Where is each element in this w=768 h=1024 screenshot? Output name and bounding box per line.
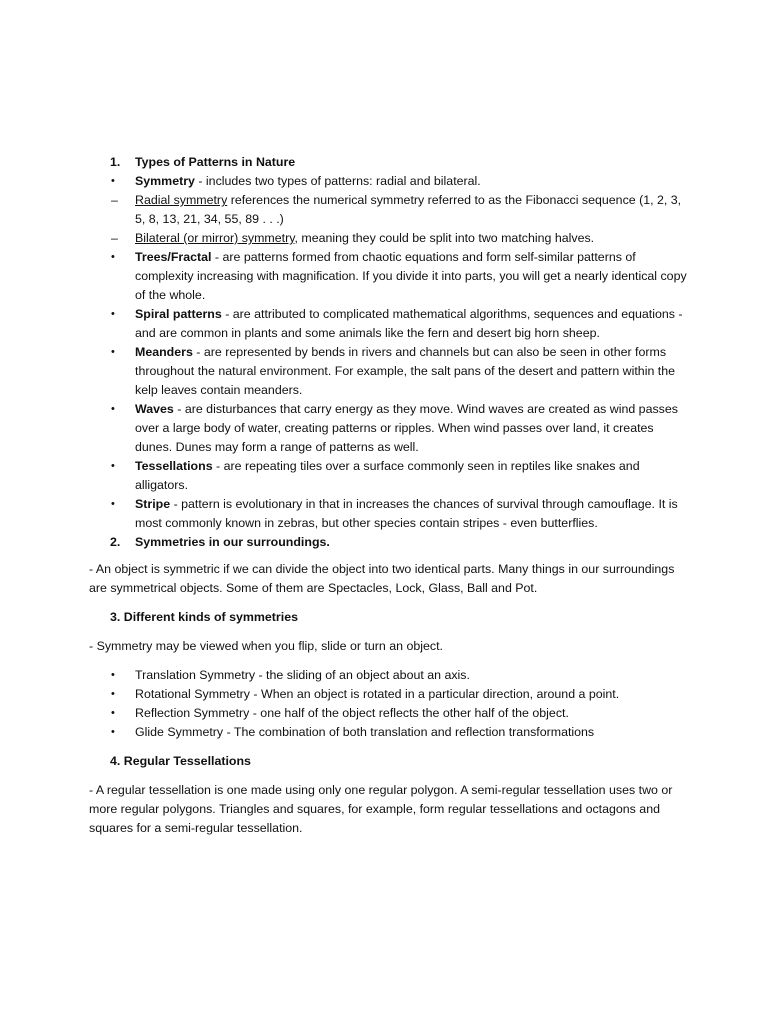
item-text: - pattern is evolutionary in that in increases the chances of survival through camouflage. It is most commonly known in zebras, but other species contain stripes - even butterflies. — [135, 497, 678, 530]
item-term: Symmetry — [135, 174, 195, 188]
item-text: - are represented by bends in rivers and channels but can also be seen in other forms throughout the natural environment. For example, the salt pans of the desert and pattern within the kelp leaves contain meanders. — [135, 345, 676, 397]
bullet-icon: • — [111, 669, 115, 681]
list-item — [89, 495, 689, 533]
list-item — [89, 704, 689, 723]
section3-heading: 3. Different kinds of symmetries — [110, 610, 298, 624]
bullet-icon: • — [111, 726, 115, 738]
section1-number: 1. — [110, 155, 121, 169]
bullet-icon: • — [111, 251, 115, 263]
section3-paragraph: - Symmetry may be viewed when you flip, slide or turn an object. — [89, 639, 443, 653]
item-term: Stripe — [135, 497, 171, 511]
section1-heading — [89, 153, 689, 172]
dash-icon: – — [111, 193, 118, 207]
item-text: Translation Symmetry - the sliding of an object about an axis. — [135, 668, 470, 682]
list-item — [89, 191, 689, 229]
dash-icon: – — [111, 231, 118, 245]
list-item — [89, 229, 689, 248]
document-body — [89, 153, 689, 847]
item-text: - are attributed to complicated mathematical algorithms, sequences and equations - and are common in plants and some animals like the fern and desert big horn sheep. — [135, 307, 683, 340]
bullet-icon: • — [111, 403, 115, 415]
item-term: Meanders — [135, 345, 193, 359]
list-item — [89, 305, 689, 343]
list-item — [89, 457, 689, 495]
item-term: Spiral patterns — [135, 307, 222, 321]
item-term: Trees/Fractal — [135, 250, 212, 264]
item-text: - are disturbances that carry energy as they move. Wind waves are created as wind passes over a large body of water, creating patterns or ripples. When wind passes over land, it creates dunes. Dunes may form a range of patterns as well. — [135, 402, 678, 454]
item-text: references the numerical symmetry referred to as the Fibonacci sequence (1, 2, 3, 5, 8, 13, 21, 34, 55, 89 . . .) — [135, 193, 682, 226]
item-text: Rotational Symmetry - When an object is rotated in a particular direction, around a point. — [135, 687, 620, 701]
item-text: Reflection Symmetry - one half of the object reflects the other half of the object. — [135, 706, 569, 720]
section2-heading — [89, 533, 689, 552]
list-item — [89, 400, 689, 457]
section4-heading: 4. Regular Tessellations — [110, 754, 251, 768]
bullet-icon: • — [111, 707, 115, 719]
bullet-icon: • — [111, 460, 115, 472]
list-item — [89, 685, 689, 704]
symmetry-kinds-list — [89, 666, 689, 742]
item-text: - are repeating tiles over a surface commonly seen in reptiles like snakes and alligators. — [135, 459, 640, 492]
bullet-icon: • — [111, 688, 115, 700]
list-item — [89, 248, 689, 305]
list-item — [89, 343, 689, 400]
list-item — [89, 723, 689, 742]
bullet-icon: • — [111, 498, 115, 510]
bullet-icon: • — [111, 175, 115, 187]
list-item — [89, 666, 689, 685]
section1-title: Types of Patterns in Nature — [135, 155, 296, 169]
item-term: Tessellations — [135, 459, 213, 473]
section4-paragraph: - A regular tessellation is one made using only one regular polygon. A semi-regular tessellation uses two or more regular polygons. Triangles and squares, for example, form regular tessellations and octagons and squares for a semi-regular tessellation. — [89, 783, 673, 835]
section2-number: 2. — [110, 535, 121, 549]
bullet-icon: • — [111, 308, 115, 320]
list-item — [89, 172, 689, 191]
item-term: Radial symmetry — [135, 193, 228, 207]
item-text: Glide Symmetry - The combination of both translation and reflection transformations — [135, 725, 595, 739]
item-term: Waves — [135, 402, 174, 416]
bullet-icon: • — [111, 346, 115, 358]
item-text: - are patterns formed from chaotic equations and form self-similar patterns of complexity increasing with magnification. If you divide it into parts, you will get a nearly identical copy of the whole. — [135, 250, 687, 302]
item-text: , meaning they could be split into two matching halves. — [294, 231, 595, 245]
item-text: - includes two types of patterns: radial and bilateral. — [194, 174, 481, 188]
section2-paragraph: - An object is symmetric if we can divide the object into two identical parts. Many things in our surroundings are symmetrical objects. Some of them are Spectacles, Lock, Glass, Ball and Pot. — [89, 562, 675, 595]
item-term: Bilateral (or mirror) symmetry — [135, 231, 295, 245]
section2-title: Symmetries in our surroundings. — [135, 535, 330, 549]
